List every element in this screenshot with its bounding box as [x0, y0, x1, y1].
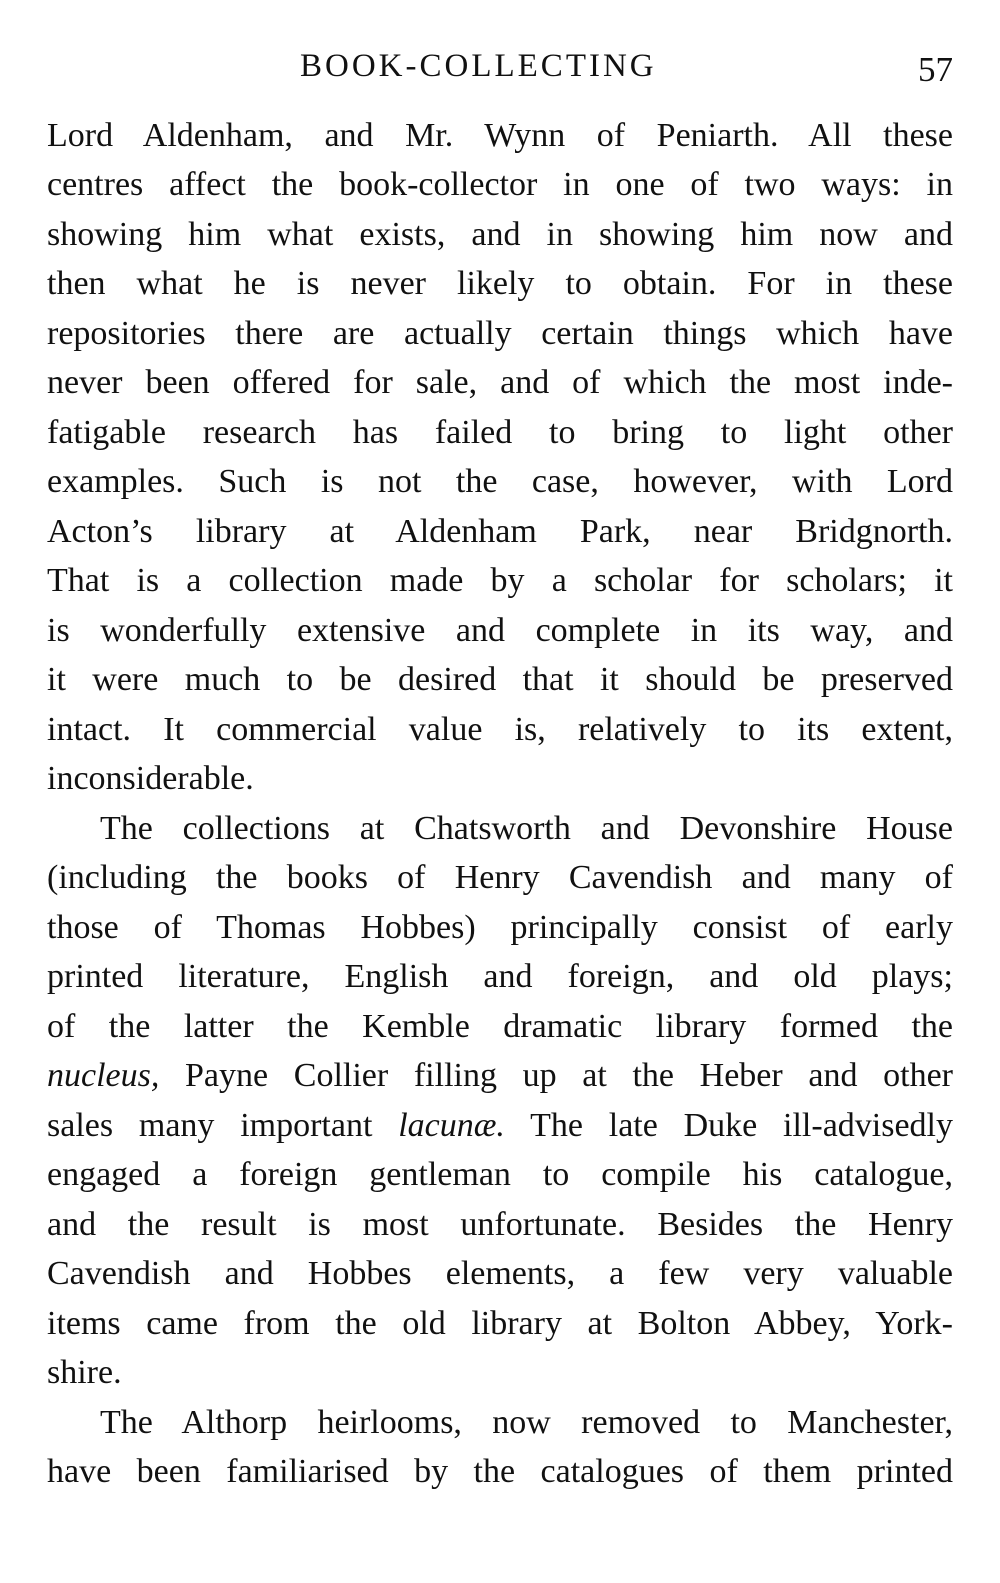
text-line: The collections at Chatsworth and Devonshire House — [100, 810, 953, 847]
text-line: intact. It commercial value is, relatively to its extent, — [47, 711, 953, 748]
text-line: Acton’s library at Aldenham Park, near Bridgnorth. — [47, 513, 953, 550]
text-span: sales many important — [47, 1107, 399, 1144]
italic-word: nucleus, — [47, 1057, 160, 1094]
text-line: then what he is never likely to obtain. For in these — [47, 265, 953, 302]
text-span: Payne Collier filling up at the Heber and other — [159, 1057, 953, 1094]
text-line: (including the books of Henry Cavendish and many of — [47, 859, 953, 896]
text-line: never been offered for sale, and of which the most inde- — [47, 364, 953, 401]
text-line: engaged a foreign gentleman to compile his catalogue, — [47, 1156, 953, 1193]
text-line: is wonderfully extensive and complete in its way, and — [47, 612, 953, 649]
text-line: and the result is most unfortunate. Besides the Henry — [47, 1206, 953, 1243]
text-line: it were much to be desired that it should be preserved — [47, 661, 953, 698]
text-line: repositories there are actually certain things which have — [47, 315, 953, 352]
text-line: those of Thomas Hobbes) principally consist of early — [47, 909, 953, 946]
text-line: The Althorp heirlooms, now removed to Manchester, — [100, 1404, 953, 1441]
text-line: of the latter the Kemble dramatic library formed the — [47, 1008, 953, 1045]
italic-word: lacunæ. — [398, 1107, 505, 1144]
text-line: centres affect the book-collector in one of two ways: in — [47, 166, 953, 203]
text-line: fatigable research has failed to bring to light other — [47, 414, 953, 451]
text-line: have been familiarised by the catalogues of them printed — [47, 1453, 953, 1490]
text-line: shire. — [47, 1354, 122, 1391]
text-line — [47, 1056, 953, 1096]
text-line: printed literature, English and foreign, and old plays; — [47, 958, 953, 995]
text-line: Cavendish and Hobbes elements, a few very valuable — [47, 1255, 953, 1292]
text-line: examples. Such is not the case, however, with Lord — [47, 463, 953, 500]
text-line: showing him what exists, and in showing him now and — [47, 216, 953, 253]
text-line: inconsiderable. — [47, 760, 254, 797]
text-line: That is a collection made by a scholar for scholars; it — [47, 562, 953, 599]
running-title: BOOK-COLLECTING — [300, 48, 657, 84]
text-line — [47, 1106, 953, 1146]
text-span: The late Duke ill-advisedly — [504, 1107, 954, 1144]
page-number: 57 — [918, 50, 953, 89]
text-line: items came from the old library at Bolton Abbey, York- — [47, 1305, 953, 1342]
text-line: Lord Aldenham, and Mr. Wynn of Peniarth. All these — [47, 117, 953, 154]
